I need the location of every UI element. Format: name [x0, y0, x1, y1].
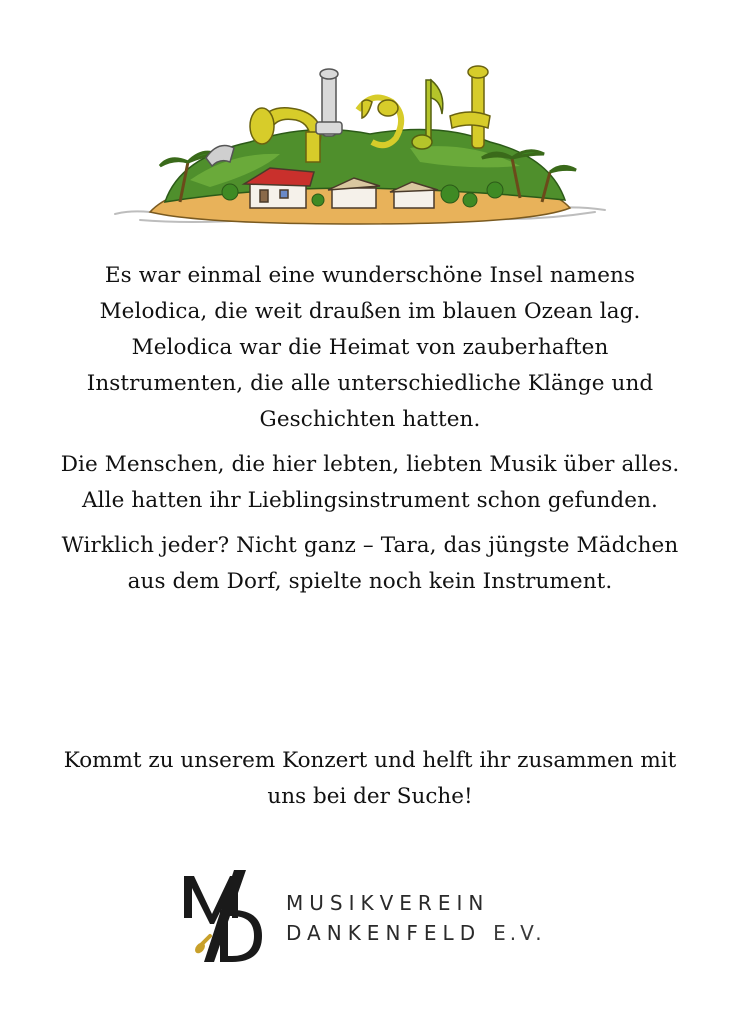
logo-suffix: E.V. — [493, 921, 546, 945]
logo-line-2-text: DANKENFELD — [286, 921, 482, 945]
concert-invitation — [60, 743, 680, 815]
story-paragraph-2: Die Menschen, die hier lebten, liebten Musik über alles. Alle hatten ihr Lieblingsinstrument schon gefunden. — [60, 452, 680, 513]
md-monogram-icon — [176, 866, 276, 966]
logo-line-2 — [286, 918, 546, 948]
musikverein-logo — [176, 866, 596, 966]
story-paragraph-1: Es war einmal eine wunderschöne Insel namens Melodica, die weit draußen im blauen Ozean lag. Melodica war die Heimat von zauberhaften Instrumenten, die alle unterschiedliche Klänge und Geschichten hatten. — [86, 263, 654, 432]
logo-wordmark — [286, 888, 546, 948]
logo-line-1: MUSIKVEREIN — [286, 891, 490, 915]
invitation-text: Kommt zu unserem Konzert und helft ihr zusammen mit uns bei der Suche! — [63, 748, 677, 809]
island-illustration — [110, 62, 610, 232]
story-paragraph-3: Wirklich jeder? Nicht ganz – Tara, das jüngste Mädchen aus dem Dorf, spielte noch kein Instrument. — [61, 533, 679, 594]
story-text — [60, 258, 680, 609]
